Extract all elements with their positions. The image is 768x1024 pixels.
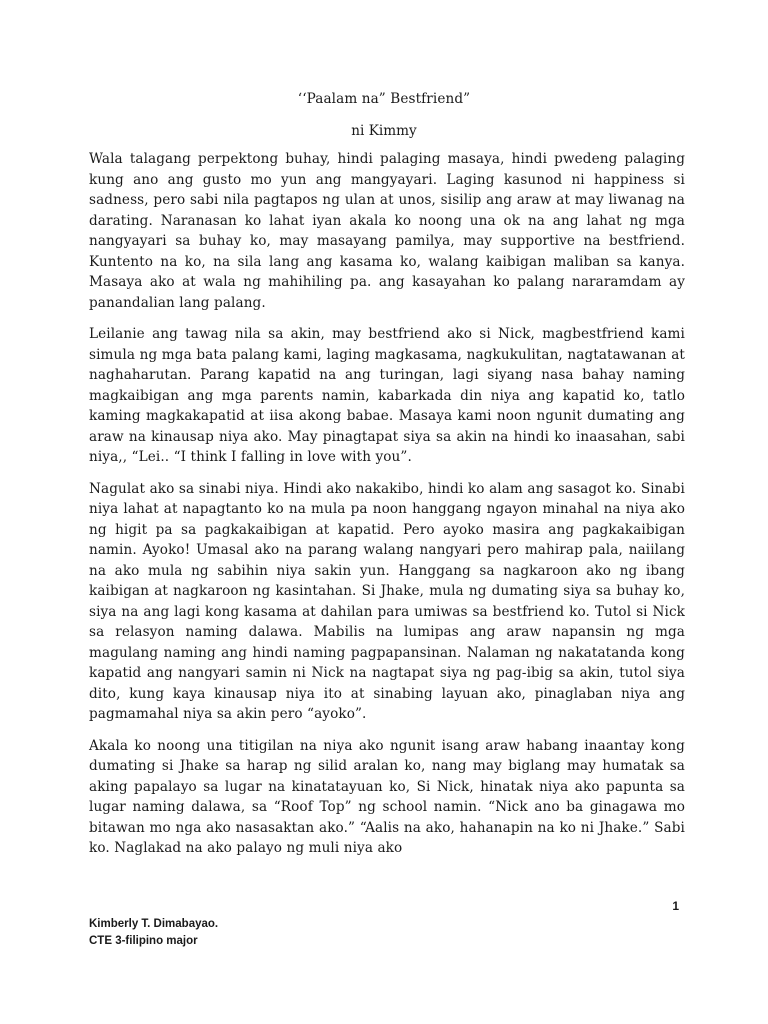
page-footer	[89, 916, 218, 950]
document-author: ni Kimmy	[351, 123, 417, 139]
paragraph-1: Wala talagang perpektong buhay, hindi palaging masaya, hindi pwedeng palaging kung ano ang gusto mo yun ang mangyayari. Laging kasunod ni happiness si sadness, pero sabi nila pagtapos ng ulan at unos, sisilip ang araw at may liwanag na darating. Naranasan ko lahat iyan akala ko noong una ok na ang lahat ng mga nangyayari sa buhay ko, may masayang pamilya, may supportive na bestfriend. Kuntento na ko, na sila lang ang kasama ko, walang kaibigan maliban sa kanya. Masaya ako at wala ng mahihiling pa. ang kasayahan ko palang nararamdam ay panandalian lang palang.	[89, 151, 685, 311]
paragraph-2: Leilanie ang tawag nila sa akin, may bestfriend ako si Nick, magbestfriend kami simula ng mga bata palang kami, laging magkasama, nagkukulitan, nagtatawanan at naghaharutan. Parang kapatid na ang turingan, lagi siyang nasa bahay naming magkaibigan ang mga parents namin, kabarkada din niya ang kapatid ko, tatlo kaming magkakapatid at iisa akong babae. Masaya kami noon ngunit dumating ang araw na kinausap niya ako. May pinagtapat siya sa akin na hindi ko inaasahan, sabi niya,, “Lei.. “I think I falling in love with you”.	[89, 326, 685, 465]
document-body	[89, 149, 685, 870]
page-number: 1	[672, 899, 679, 913]
paragraph-4: Akala ko noong una titigilan na niya ako ngunit isang araw habang inaantay kong dumating si Jhake sa harap ng silid aralan ko, nang may biglang may humatak sa aking papalayo sa lugar na kinatatayuan ko, Si Nick, hinatak niya ako papunta sa lugar naming dalawa, sa “Roof Top” ng school namin. “Nick ano ba ginagawa mo bitawan mo nga ako nasasaktan ako.” “Aalis na ako, hahanapin na ko ni Jhake.” Sabi ko. Naglakad na ako palayo ng muli niya ako	[89, 737, 685, 856]
document-title: ‘‘Paalam na” Bestfriend”	[297, 91, 471, 107]
paragraph-3: Nagulat ako sa sinabi niya. Hindi ako nakakibo, hindi ko alam ang sasagot ko. Sinabi niya lahat at napagtanto ko na mula pa noon hanggang ngayon minahal na niya ako ng higit pa sa pagkakaibigan at kapatid. Pero ayoko masira ang pagkakaibigan namin. Ayoko! Umasal ako na parang walang nangyari pero mahirap pala, naiilang na ako mula ng sabihin niya sakin yun. Hanggang sa nagkaroon ako ng ibang kaibigan at nagkaroon ng kasintahan. Si Jhake, mula ng dumating siya sa buhay ko, siya na ang lagi kong kasama at dahilan para umiwas sa bestfriend ko. Tutol si Nick sa relasyon naming dalawa. Mabilis na lumipas ang araw napansin ng mga magulang naming ang hindi naming pagpapansinan. Nalaman ng nakatatanda kong kapatid ang nangyari samin ni Nick na nagtapat siya ng pag-ibig sa akin, tutol siya dito, kung kaya kinausap niya ito at sinabing layuan ako, pinaglaban niya ang pagmamahal niya sa akin pero “ayoko”.	[89, 480, 685, 722]
footer-author-name: Kimberly T. Dimabayao.	[89, 918, 219, 930]
footer-course: CTE 3-filipino major	[89, 935, 198, 947]
